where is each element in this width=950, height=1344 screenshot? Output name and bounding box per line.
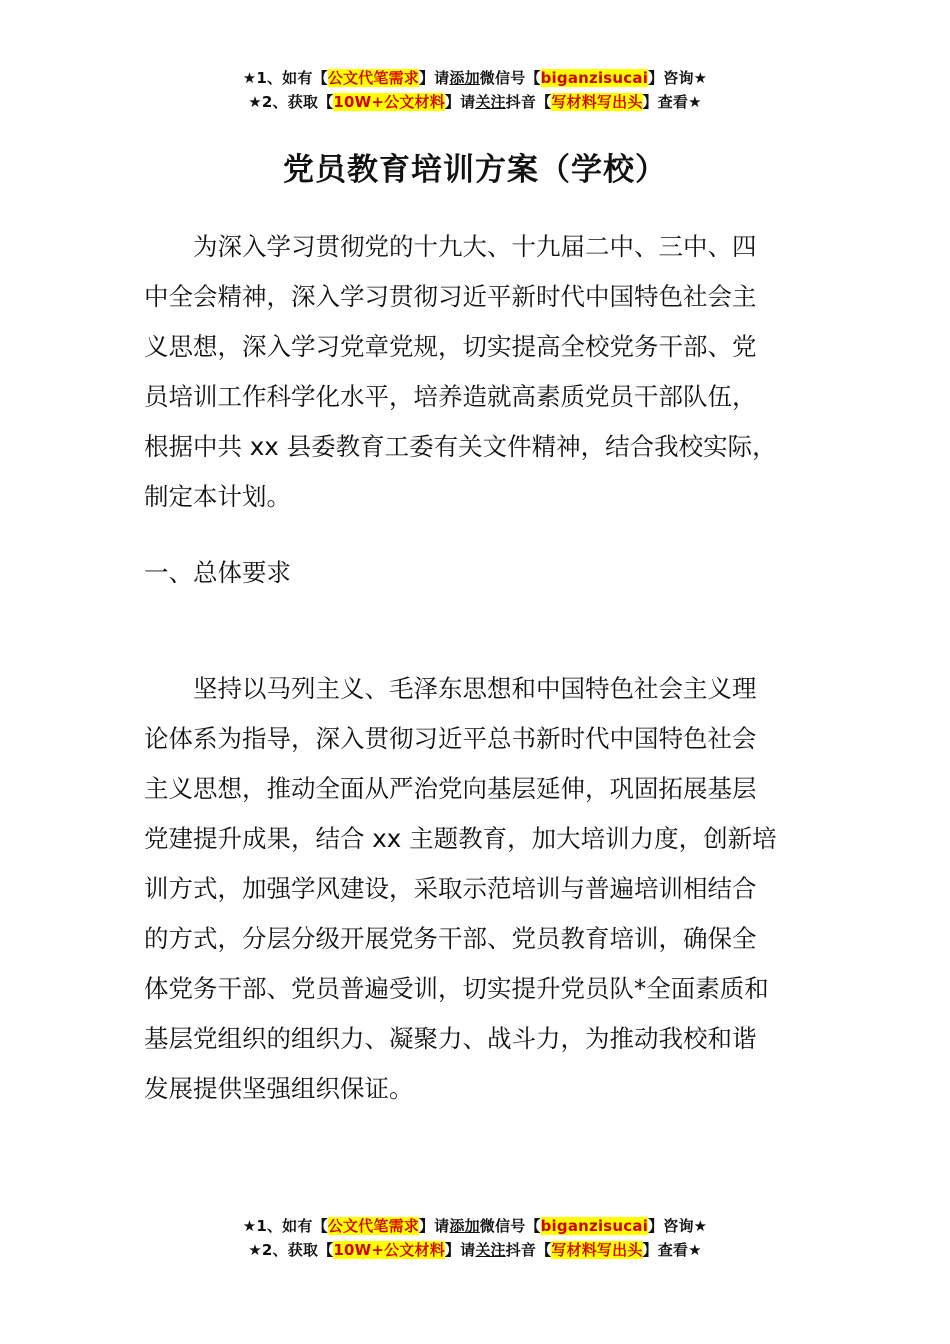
banner-text: 抖音【	[505, 93, 552, 111]
banner-text: 】请	[418, 69, 450, 87]
banner-highlight: 10W+公文材料	[333, 93, 445, 111]
paragraph-line: 体党务干部、党员普遍受训，切实提升党员队*全面素质和	[144, 974, 769, 1003]
banner-highlight: 写材料写出头	[551, 1241, 643, 1259]
banner-highlight: 公文代笔需求	[327, 69, 419, 87]
paragraph-line: 发展提供坚强组织保证。	[144, 1074, 414, 1103]
paragraph-line: 坚持以马列主义、毛泽东思想和中国特色社会主义理	[144, 674, 757, 703]
banner-highlight: 写材料写出头	[551, 93, 643, 111]
paragraph-line: 义思想，深入学习党章党规，切实提高全校党务干部、党	[144, 332, 757, 361]
banner-text: ★2、获取【	[248, 93, 334, 111]
banner-text: 】咨询★	[648, 1217, 708, 1235]
paragraph-line: 制定本计划。	[144, 482, 291, 511]
banner-text: ★2、获取【	[248, 1241, 334, 1259]
banner-highlight: biganzisucai	[540, 69, 649, 87]
banner-highlight: 10W+公文材料	[333, 1241, 445, 1259]
banner-text: 】查看★	[642, 1241, 702, 1259]
document-title: 党员教育培训方案（学校）	[283, 152, 667, 188]
paragraph-line: 中全会精神，深入学习贯彻习近平新时代中国特色社会主	[144, 282, 757, 311]
paragraph-line: 为深入学习贯彻党的十九大、十九届二中、三中、四	[144, 232, 757, 261]
paragraph-line: 党建提升成果，结合 xx 主题教育，加大培训力度，创新培	[144, 824, 777, 853]
header-banner	[0, 66, 950, 114]
banner-underline: 关注	[475, 93, 506, 111]
banner-highlight: biganzisucai	[540, 1217, 649, 1235]
banner-line-2	[0, 90, 950, 114]
paragraph-line: 基层党组织的组织力、凝聚力、战斗力，为推动我校和谐	[144, 1024, 757, 1053]
paragraph-intro	[144, 222, 808, 522]
banner-text: 】请	[444, 1241, 476, 1259]
paragraph-requirements	[144, 664, 808, 1114]
banner-highlight: 公文代笔需求	[327, 1217, 419, 1235]
paragraph-line: 论体系为指导，深入贯彻习近平总书新时代中国特色社会	[144, 724, 757, 753]
banner-underline: 关注	[475, 1241, 506, 1259]
banner-text: ★1、如有【	[242, 69, 328, 87]
paragraph-line: 主义思想，推动全面从严治党向基层延伸，巩固拓展基层	[144, 774, 757, 803]
banner-text: 】查看★	[642, 93, 702, 111]
banner-text: 微信号【	[479, 69, 541, 87]
banner-text: 】请	[444, 93, 476, 111]
section-heading: 一、总体要求	[144, 558, 291, 587]
banner-line-1	[0, 1214, 950, 1238]
footer-banner	[0, 1214, 950, 1262]
paragraph-line: 训方式，加强学风建设，采取示范培训与普遍培训相结合	[144, 874, 757, 903]
banner-text: ★1、如有【	[242, 1217, 328, 1235]
banner-underline: 添加	[449, 1217, 480, 1235]
paragraph-line: 员培训工作科学化水平，培养造就高素质党员干部队伍，	[144, 382, 757, 411]
banner-text: 抖音【	[505, 1241, 552, 1259]
banner-text: 】咨询★	[648, 69, 708, 87]
paragraph-line: 的方式，分层分级开展党务干部、党员教育培训，确保全	[144, 924, 757, 953]
banner-underline: 添加	[449, 69, 480, 87]
banner-line-1	[0, 66, 950, 90]
banner-line-2	[0, 1238, 950, 1262]
banner-text: 微信号【	[479, 1217, 541, 1235]
banner-text: 】请	[418, 1217, 450, 1235]
paragraph-line: 根据中共 xx 县委教育工委有关文件精神，结合我校实际，	[144, 432, 777, 461]
